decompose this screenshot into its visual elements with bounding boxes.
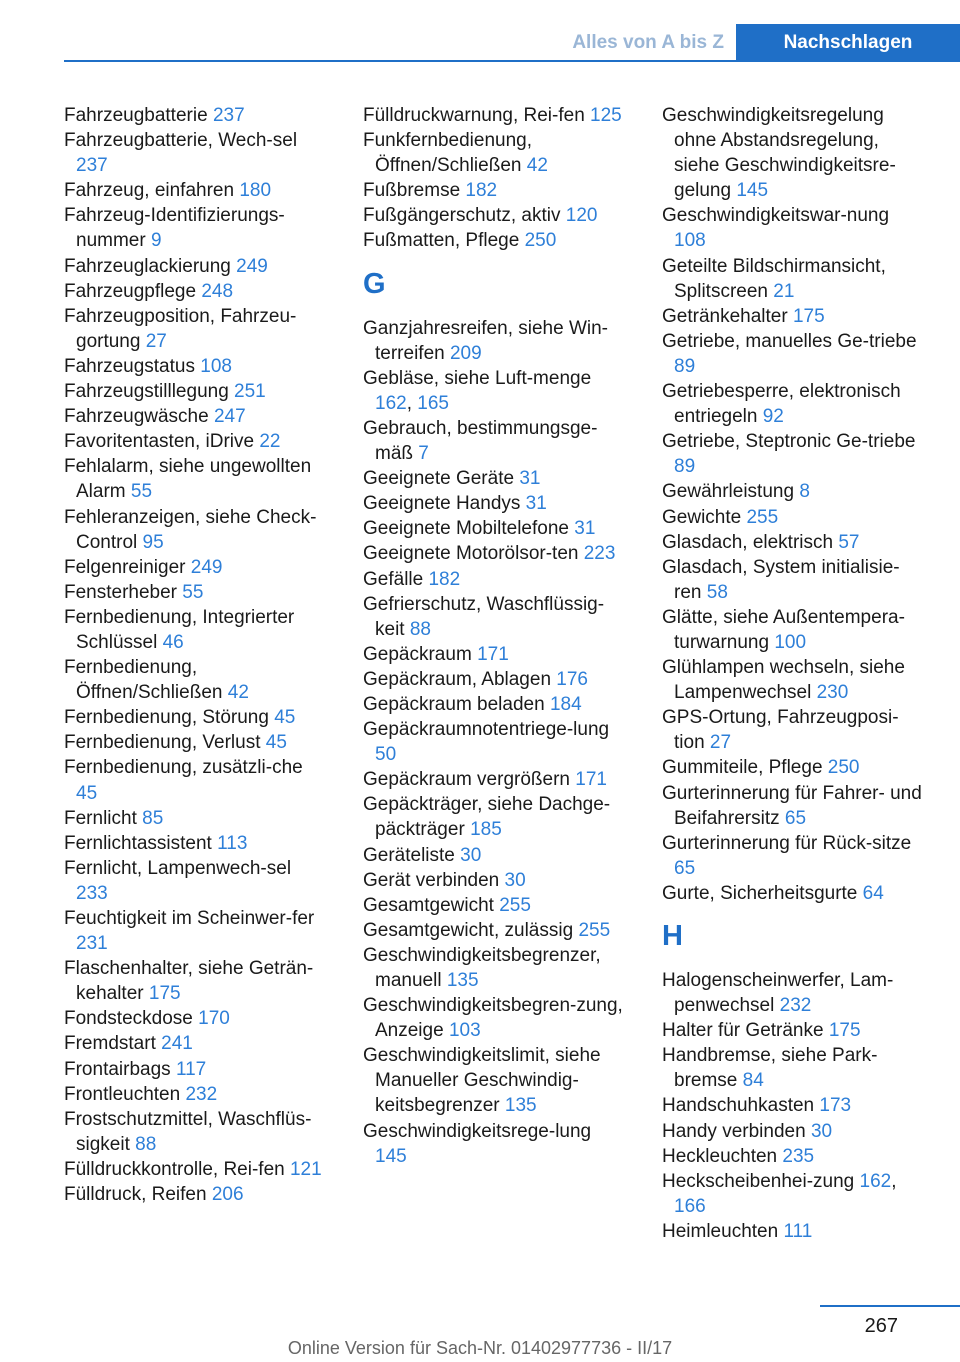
index-term: Fondsteckdose xyxy=(64,1008,193,1030)
index-term: Fülldruck, Reifen xyxy=(64,1184,207,1206)
index-entry xyxy=(662,479,924,504)
index-term: Fahrzeugstilllegung xyxy=(64,381,229,403)
index-term: Glühlampen wechseln, siehe Lampenwechsel xyxy=(662,657,905,704)
page-link[interactable]: 95 xyxy=(142,531,164,553)
index-entry xyxy=(363,1119,625,1169)
section-letter: G xyxy=(363,267,386,300)
index-term: Fahrzeugpflege xyxy=(64,280,197,302)
index-column-3 xyxy=(662,103,924,1244)
index-entry xyxy=(64,254,326,279)
page-link[interactable]: 249 xyxy=(236,255,268,277)
footer-note: Online Version für Sach-Nr. 01402977736 - II/17 xyxy=(287,1338,673,1358)
index-entry xyxy=(662,103,924,203)
page-link[interactable]: 182 xyxy=(465,180,498,202)
page-link[interactable]: 135 xyxy=(446,970,479,991)
page-link[interactable]: 89 xyxy=(674,456,696,478)
index-term: Glasdach, elektrisch xyxy=(662,531,834,553)
page-link[interactable]: 31 xyxy=(574,518,596,540)
header-section-title: Alles von A bis Z xyxy=(572,32,724,53)
index-term: Geschwindigkeitswar-nung xyxy=(662,205,890,227)
index-term: Fahrzeug-Identifizierungs-nummer xyxy=(64,205,285,252)
page-link[interactable]: 232 xyxy=(185,1083,218,1105)
page-link[interactable]: 255 xyxy=(499,894,531,916)
index-entry xyxy=(662,1018,924,1043)
index-entry xyxy=(363,717,625,767)
page-link[interactable]: 64 xyxy=(862,882,884,904)
section-letter: H xyxy=(662,920,683,952)
index-term: Heckleuchten xyxy=(662,1145,778,1167)
index-entry xyxy=(662,1119,924,1144)
index-term: Gepäckraum vergrößern xyxy=(363,769,570,791)
page-link[interactable]: 165 xyxy=(417,392,449,414)
page-link[interactable]: 166 xyxy=(674,1195,706,1217)
index-entry xyxy=(64,404,326,429)
index-term: Getränkehalter xyxy=(662,305,788,327)
index-term: Geschwindigkeitsregelung ohne Abstandsregelung, siehe Geschwindigkeitsre-gelung xyxy=(662,105,896,202)
index-entry xyxy=(64,203,326,253)
index-entry xyxy=(662,1144,924,1169)
page-link[interactable]: 88 xyxy=(409,618,431,640)
index-term: Geeignete Mobiltelefone xyxy=(363,518,569,540)
index-term: Gurte, Sicherheitsgurte xyxy=(662,882,858,904)
page-link[interactable]: 235 xyxy=(782,1145,815,1167)
index-term: Fußbremse xyxy=(363,180,461,202)
index-term: Fahrzeugbatterie, Wech-sel xyxy=(64,130,298,152)
page-link[interactable]: 45 xyxy=(265,732,287,754)
index-term: Frostschutzmittel, Waschflüs-sigkeit xyxy=(64,1108,312,1155)
page-link[interactable]: 55 xyxy=(182,581,204,603)
index-term: Fahrzeugwäsche xyxy=(64,406,209,428)
page-link[interactable]: 31 xyxy=(519,468,541,490)
page-link[interactable]: 182 xyxy=(428,568,461,590)
index-entry xyxy=(662,254,924,304)
index-entry xyxy=(64,505,326,555)
index-entry xyxy=(64,705,326,730)
page-link[interactable]: 230 xyxy=(816,682,849,704)
page-link[interactable]: 249 xyxy=(190,556,223,578)
index-entry xyxy=(363,103,625,128)
index-term: Gefrierschutz, Waschflüssig-keit xyxy=(363,593,605,640)
index-entry xyxy=(662,831,924,881)
index-entry xyxy=(363,642,625,667)
index-term: Handy verbinden xyxy=(662,1120,806,1142)
page-link[interactable]: 237 xyxy=(76,155,108,177)
index-term: Fahrzeuglackierung xyxy=(64,255,231,277)
index-entry xyxy=(64,605,326,655)
index-entry xyxy=(662,1093,924,1118)
page-link[interactable]: 111 xyxy=(783,1220,813,1242)
index-term: Gepäckraum xyxy=(363,643,472,665)
page-link[interactable]: 45 xyxy=(274,707,296,729)
index-entry xyxy=(363,767,625,792)
index-entry xyxy=(363,416,625,466)
index-term: Gesamtgewicht xyxy=(363,894,494,916)
index-term: Halogenscheinwerfer, Lam-penwechsel xyxy=(662,970,894,1017)
index-entry xyxy=(363,228,625,253)
index-term: Glasdach, System initialisie-ren xyxy=(662,556,900,603)
page-link[interactable]: 30 xyxy=(460,844,482,866)
page-link[interactable]: 88 xyxy=(135,1133,157,1155)
index-term: Fußgängerschutz, aktiv xyxy=(363,205,561,227)
index-entry xyxy=(64,279,326,304)
index-entry xyxy=(662,881,924,906)
index-term: Geeignete Geräte xyxy=(363,468,515,490)
index-term: Fernbedienung, Verlust xyxy=(64,732,261,754)
index-entry xyxy=(363,1043,625,1118)
footer-rule xyxy=(820,1305,960,1307)
page-link[interactable]: 89 xyxy=(674,355,696,377)
index-entry xyxy=(363,667,625,692)
index-term: Gerät verbinden xyxy=(363,869,500,891)
index-entry xyxy=(64,856,326,906)
page-link[interactable]: 162 xyxy=(859,1170,892,1192)
index-term: Gurterinnerung für Fahrer- und Beifahrersitz xyxy=(662,782,922,829)
page-link[interactable]: 57 xyxy=(838,531,860,553)
page-link[interactable]: 120 xyxy=(565,205,598,227)
index-entry xyxy=(363,178,625,203)
index-entry xyxy=(662,505,924,530)
index-term: Fülldruckkontrolle, Rei-fen xyxy=(64,1158,285,1180)
page-link[interactable]: 125 xyxy=(590,105,622,126)
index-entry xyxy=(662,304,924,329)
index-entry xyxy=(662,203,924,253)
index-term: Geschwindigkeitsbegren-zung, Anzeige xyxy=(363,995,623,1042)
index-term: Fremdstart xyxy=(64,1033,156,1055)
index-term: Getriebesperre, elektronisch entriegeln xyxy=(662,381,901,428)
index-term: Handbremse, siehe Park-bremse xyxy=(662,1045,878,1092)
page-link[interactable]: 171 xyxy=(477,643,509,665)
index-entry xyxy=(363,541,625,566)
page-link[interactable]: 121 xyxy=(289,1158,322,1180)
page-link[interactable]: 108 xyxy=(200,355,232,377)
index-entry xyxy=(363,466,625,491)
page-link[interactable]: 50 xyxy=(375,744,397,766)
page-link[interactable]: 21 xyxy=(773,280,795,302)
page-link[interactable]: 231 xyxy=(76,933,108,955)
page-link[interactable]: 232 xyxy=(779,995,812,1017)
page-link[interactable]: 22 xyxy=(259,431,281,453)
index-term: Gepäckraum, Ablagen xyxy=(363,668,552,690)
index-term: Gummiteile, Pflege xyxy=(662,757,823,779)
index-entry xyxy=(662,755,924,780)
index-term: Gebläse, siehe Luft-menge xyxy=(363,367,592,389)
index-term: Fernlicht, Lampenwech-sel xyxy=(64,857,292,879)
index-term: Fernlichtassistent xyxy=(64,832,212,854)
page-link[interactable]: 175 xyxy=(148,983,181,1005)
index-term: Felgenreiniger xyxy=(64,556,186,578)
index-term: Fernlicht xyxy=(64,807,137,829)
index-term: Gepäckraum beladen xyxy=(363,693,545,715)
index-entry xyxy=(64,354,326,379)
page-link[interactable]: 135 xyxy=(504,1095,537,1117)
page-link[interactable]: 184 xyxy=(549,693,582,715)
index-entry xyxy=(64,1057,326,1082)
page-link[interactable]: 85 xyxy=(142,807,164,829)
index-term: Fahrzeugstatus xyxy=(64,355,195,377)
page-link[interactable]: 30 xyxy=(810,1120,833,1142)
page-link[interactable]: 250 xyxy=(524,230,557,252)
index-entry xyxy=(363,316,625,366)
index-entry xyxy=(64,429,326,454)
page-link[interactable]: 251 xyxy=(234,381,266,403)
page-link[interactable]: 255 xyxy=(578,919,611,941)
index-entry xyxy=(363,203,625,228)
index-entry xyxy=(64,580,326,605)
index-entry xyxy=(64,655,326,705)
page-link[interactable]: 9 xyxy=(150,230,162,252)
page-link[interactable]: 8 xyxy=(799,481,810,503)
page-link[interactable]: 65 xyxy=(674,857,696,879)
page-link[interactable]: 171 xyxy=(575,769,607,791)
index-term: Gewichte xyxy=(662,506,742,528)
index-term: Glätte, siehe Außentempera-turwarnung xyxy=(662,606,905,653)
index-entry xyxy=(64,1157,326,1182)
index-entry xyxy=(363,893,625,918)
page-number: 267 xyxy=(864,1315,898,1337)
page-link[interactable]: 42 xyxy=(227,682,249,704)
page-link[interactable]: 27 xyxy=(145,330,167,352)
index-term: Flaschenhalter, siehe Geträn-kehalter xyxy=(64,958,314,1005)
index-entry xyxy=(64,730,326,755)
page-link[interactable]: 255 xyxy=(746,506,779,528)
index-entry xyxy=(662,705,924,755)
page-link[interactable]: 108 xyxy=(674,230,706,252)
page-link[interactable]: 250 xyxy=(827,757,860,779)
index-entry xyxy=(363,567,625,592)
page-link[interactable]: 237 xyxy=(212,105,245,126)
page-link[interactable]: 55 xyxy=(130,481,153,503)
page-link[interactable]: 45 xyxy=(76,782,98,804)
index-entry xyxy=(64,1182,326,1207)
index-term: Fensterheber xyxy=(64,581,178,603)
index-entry xyxy=(662,655,924,705)
index-entry xyxy=(662,1219,924,1244)
index-entry xyxy=(363,993,625,1043)
page-link[interactable]: 176 xyxy=(556,668,588,690)
page-link[interactable]: 209 xyxy=(449,342,482,364)
page-link[interactable]: 175 xyxy=(828,1020,861,1042)
page-link[interactable]: 103 xyxy=(448,1020,481,1042)
page-link[interactable]: 100 xyxy=(774,631,807,653)
index-entry xyxy=(64,831,326,856)
page-link[interactable]: 248 xyxy=(201,280,234,302)
index-entry xyxy=(662,1043,924,1093)
page-link[interactable]: 223 xyxy=(583,543,616,565)
index-term: Geeignete Motorölsor-ten xyxy=(363,543,579,565)
page-link[interactable]: 170 xyxy=(198,1008,230,1030)
index-term: GPS-Ortung, Fahrzeugposi-tion xyxy=(662,707,899,754)
page-link[interactable]: 31 xyxy=(525,493,547,515)
index-entry xyxy=(662,968,924,1018)
index-term: Geschwindigkeitslimit, siehe Manueller Geschwindig-keitsbegrenzer xyxy=(363,1045,601,1117)
page-link[interactable]: 162 xyxy=(375,392,407,414)
index-column-2 xyxy=(363,103,625,1169)
index-term: Gepäckraumnotentriege-lung xyxy=(363,719,610,741)
page-link[interactable]: 65 xyxy=(784,807,807,829)
index-entry: Gebläse, siehe Luft-menge 162, 165 xyxy=(363,367,592,414)
page-link[interactable]: 27 xyxy=(709,732,732,754)
page-link[interactable]: 117 xyxy=(175,1058,207,1080)
page-link[interactable]: 46 xyxy=(162,631,184,653)
page-link[interactable]: 173 xyxy=(819,1095,852,1117)
index-entry xyxy=(662,781,924,831)
index-term: Halter für Getränke xyxy=(662,1020,824,1042)
index-entry xyxy=(64,1006,326,1031)
index-term: Gepäckträger, siehe Dachge-päckträger xyxy=(363,794,611,841)
index-term: Gesamtgewicht, zulässig xyxy=(363,919,574,941)
index-term: Fehleranzeigen, siehe Check-Control xyxy=(64,506,317,553)
index-term: Gurterinnerung für Rück-sitze xyxy=(662,832,912,854)
index-term: Fußmatten, Pflege xyxy=(363,230,520,252)
index-term: Frontairbags xyxy=(64,1058,171,1080)
index-term: Fahrzeugposition, Fahrzeu-gortung xyxy=(64,305,297,352)
page-link[interactable]: 113 xyxy=(217,832,248,854)
index-entry xyxy=(363,491,625,516)
index-term: Fernbedienung, Störung xyxy=(64,707,269,729)
index-term: Fahrzeug, einfahren xyxy=(64,180,235,202)
index-entry xyxy=(363,792,625,842)
page-link[interactable]: 180 xyxy=(239,180,272,202)
page-link[interactable]: 233 xyxy=(76,882,108,904)
index-term: Fernbedienung, zusätzli-che xyxy=(64,757,303,779)
index-term: Geräteliste xyxy=(363,844,455,866)
page-link[interactable]: 206 xyxy=(211,1184,244,1206)
index-term: Feuchtigkeit im Scheinwer-fer xyxy=(64,908,315,929)
page-link[interactable]: 247 xyxy=(213,406,246,428)
index-term: Geschwindigkeitsbegrenzer, manuell xyxy=(363,944,601,991)
page-link[interactable]: 92 xyxy=(762,406,784,428)
index-term: Fernbedienung, Integrierter Schlüssel xyxy=(64,606,295,653)
index-term: Gebrauch, bestimmungsge-mäß xyxy=(363,417,598,465)
index-term: Fülldruckwarnung, Rei-fen xyxy=(363,105,585,126)
index-entry xyxy=(64,454,326,504)
index-term: Fahrzeugbatterie xyxy=(64,105,208,126)
index-entry xyxy=(363,592,625,642)
page-link[interactable]: 42 xyxy=(526,155,548,177)
index-entry xyxy=(363,516,625,541)
index-entry xyxy=(64,1082,326,1107)
index-term: Getriebe, Steptronic Ge-triebe xyxy=(662,431,916,453)
page-link[interactable]: 7 xyxy=(418,443,429,465)
index-entry xyxy=(64,304,326,354)
index-entry xyxy=(662,555,924,605)
index-entry xyxy=(64,379,326,404)
page-link[interactable]: 145 xyxy=(375,1145,407,1167)
index-column-1 xyxy=(64,103,326,1207)
index-entry xyxy=(64,128,326,178)
page-link[interactable]: 175 xyxy=(792,305,825,327)
index-term: Handschuhkasten xyxy=(662,1095,815,1117)
index-entry xyxy=(363,692,625,717)
index-entry xyxy=(64,906,326,956)
index-term: Geeignete Handys xyxy=(363,493,521,515)
index-entry xyxy=(64,178,326,203)
index-entry xyxy=(363,868,625,893)
index-entry xyxy=(662,605,924,655)
page-link[interactable]: 84 xyxy=(742,1070,764,1092)
index-entry xyxy=(662,379,924,429)
index-term: Geschwindigkeitsrege-lung xyxy=(363,1120,592,1142)
index-term: Heimleuchten xyxy=(662,1220,779,1242)
index-entry xyxy=(64,1031,326,1056)
index-entry xyxy=(64,1107,326,1157)
page-link[interactable]: 241 xyxy=(161,1033,193,1055)
index-entry xyxy=(64,103,326,128)
index-term: Gefälle xyxy=(363,568,424,590)
index-entry xyxy=(64,956,326,1006)
index-term: Frontleuchten xyxy=(64,1083,181,1105)
index-term: Ganzjahresreifen, siehe Win-terreifen xyxy=(363,317,608,364)
index-entry xyxy=(662,429,924,479)
index-term: Getriebe, manuelles Ge-triebe xyxy=(662,330,917,352)
index-term: Fernbedienung, Öffnen/Schließen xyxy=(64,657,223,704)
index-entry xyxy=(64,555,326,580)
index-term: Geteilte Bildschirmansicht, Splitscreen xyxy=(662,255,886,302)
page-link[interactable]: 145 xyxy=(736,180,769,202)
index-term: Heckscheibenhei-zung xyxy=(662,1170,855,1192)
index-term: Funkfernbedienung, Öffnen/Schließen xyxy=(363,130,533,177)
index-term: Fehlalarm, siehe ungewollten Alarm xyxy=(64,456,312,503)
index-entry xyxy=(363,128,625,178)
index-entry xyxy=(662,530,924,555)
index-entry: Heckscheibenhei-zung 162, 166 xyxy=(662,1170,897,1217)
index-entry xyxy=(662,329,924,379)
index-entry xyxy=(64,755,326,805)
header-tab: Nachschlagen xyxy=(736,24,960,62)
index-entry xyxy=(64,806,326,831)
index-term: Gewährleistung xyxy=(662,481,795,503)
index-entry xyxy=(363,843,625,868)
page-link[interactable]: 185 xyxy=(470,819,502,841)
page-link[interactable]: 58 xyxy=(706,581,728,603)
page-link[interactable]: 30 xyxy=(504,869,526,891)
index-term: Favoritentasten, iDrive xyxy=(64,431,255,453)
index-entry xyxy=(363,943,625,993)
index-entry xyxy=(363,918,625,943)
